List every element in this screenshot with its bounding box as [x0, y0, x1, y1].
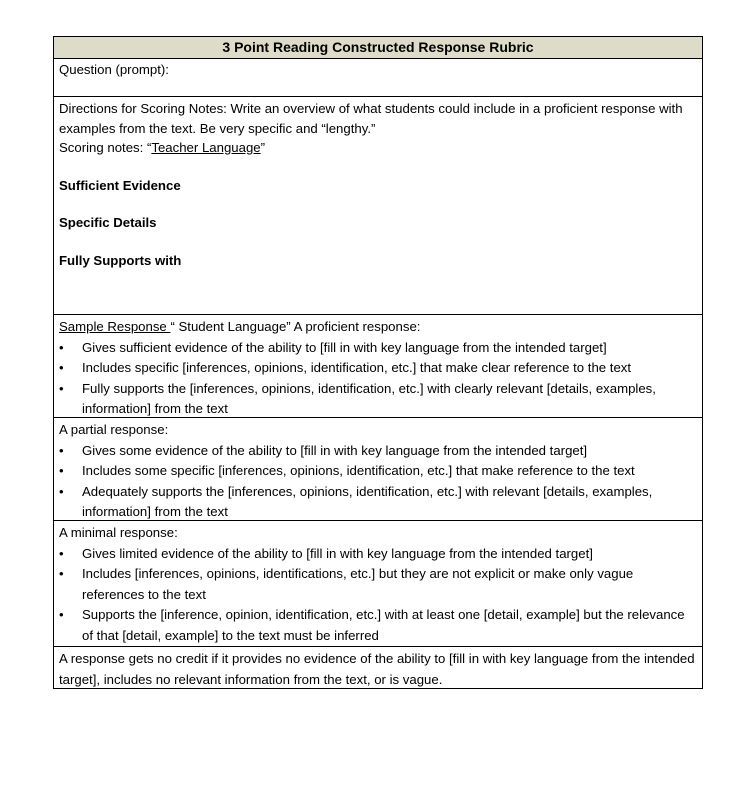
- proficient-row: [54, 314, 702, 417]
- bullet-icon: •: [59, 545, 64, 561]
- list-item: [59, 338, 697, 359]
- list-item: [59, 358, 697, 379]
- minimal-list: [59, 544, 697, 647]
- prompt-row: [54, 58, 702, 96]
- criterion-specific-details: Specific Details: [59, 215, 157, 230]
- prompt-label: Question (prompt):: [59, 62, 169, 77]
- rubric-title: 3 Point Reading Constructed Response Rubric: [54, 37, 702, 58]
- bullet-icon: •: [59, 607, 64, 622]
- list-item-text: Includes some specific [inferences, opinions, identification, etc.] that make reference to the text: [82, 463, 635, 478]
- directions-row: [54, 96, 702, 314]
- list-item-text: Supports the [inference, opinion, identification, etc.] with at least one [detail, example] but the relevance of that [detail, example] to the text must be inferred: [82, 607, 685, 643]
- scoring-notes-prefix: Scoring notes: “: [59, 140, 152, 155]
- list-item: [59, 379, 697, 420]
- list-item: [59, 441, 697, 462]
- bullet-icon: •: [59, 483, 64, 499]
- bullet-icon: •: [59, 442, 64, 458]
- scoring-notes: [59, 138, 697, 158]
- proficient-label: [59, 317, 697, 338]
- criterion-sufficient-evidence: Sufficient Evidence: [59, 177, 181, 193]
- list-item-text: Gives some evidence of the ability to [fill in with key language from the intended target]: [82, 442, 588, 458]
- proficient-list: [59, 338, 697, 420]
- bullet-icon: •: [59, 380, 64, 396]
- minimal-row: [54, 520, 702, 646]
- list-item: [59, 605, 697, 646]
- list-item-text: Gives limited evidence of the ability to [fill in with key language from the intended target]: [82, 545, 593, 561]
- bullet-icon: •: [59, 463, 64, 478]
- proficient-label-text: “ Student Language” A proficient response:: [170, 319, 421, 334]
- partial-list: [59, 441, 697, 523]
- minimal-label: A minimal response:: [59, 525, 178, 540]
- list-item-text: Gives sufficient evidence of the ability to [fill in with key language from the intended target]: [82, 339, 607, 355]
- list-item: [59, 564, 697, 605]
- partial-label: A partial response:: [59, 422, 169, 437]
- list-item-text: Includes [inferences, opinions, identifications, etc.] but they are not explicit or make only vague references to the text: [82, 566, 634, 602]
- scoring-notes-suffix: ”: [260, 140, 266, 155]
- bullet-icon: •: [59, 566, 64, 581]
- bullet-icon: •: [59, 339, 64, 355]
- rubric-table: [53, 36, 703, 689]
- list-item: [59, 482, 697, 523]
- list-item: [59, 544, 697, 565]
- directions-text: Directions for Scoring Notes: Write an overview of what students could include in a proficient response with examples from the text. Be very specific and “lengthy.”: [59, 101, 683, 136]
- list-item-text: Adequately supports the [inferences, opinions, identification, etc.] with relevant [details, examples, information] from the text: [82, 483, 653, 519]
- list-item-text: Includes specific [inferences, opinions, identification, etc.] that make clear reference to the text: [82, 360, 632, 375]
- criterion-fully-supports: Fully Supports with: [59, 252, 182, 268]
- teacher-language-link: Teacher Language: [151, 140, 261, 155]
- sample-response-label: Sample Response: [59, 319, 171, 334]
- list-item: [59, 461, 697, 482]
- bullet-icon: •: [59, 360, 64, 375]
- list-item-text: Fully supports the [inferences, opinions, identification, etc.] with clearly relevant [details, examples, information] from the text: [82, 380, 656, 416]
- no-credit-text: A response gets no credit if it provides no evidence of the ability to [fill in with key language from the intended target], includes no relevant information from the text, or is vague.: [59, 651, 695, 687]
- partial-row: [54, 417, 702, 520]
- no-credit-row: [54, 646, 702, 688]
